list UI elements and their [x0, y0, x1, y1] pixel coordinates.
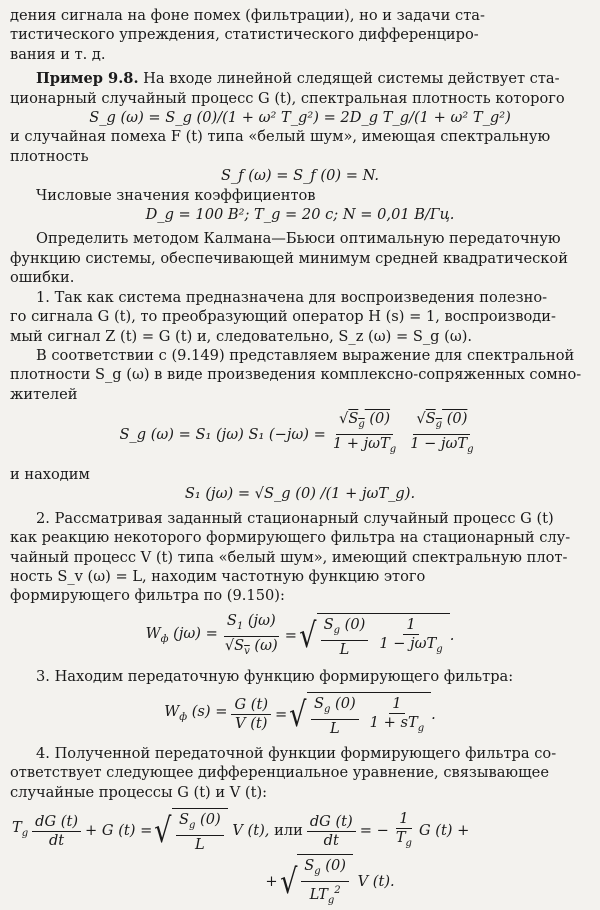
text-line: го сигнала G (t), то преобразующий оператор H (s) = 1, воспроизводи-	[10, 308, 556, 326]
text-line: как реакцию некоторого формирующего фильтра на стационарный слу-	[10, 529, 571, 547]
text-line: ность S_v (ω) = L, находим частотную функцию этого	[10, 567, 426, 585]
example-intro	[10, 69, 590, 88]
equation-factorization	[10, 410, 590, 459]
text-line: плотность	[10, 147, 89, 165]
text-line: и случайная помеха F (t) типа «белый шум», имеющая спектральную	[10, 128, 551, 146]
text-line: Определить методом Калмана—Бьюси оптимальную передаточную	[36, 230, 561, 248]
fraction: $\frac{√S_g (0)}{1 + j\omega T_g}$	[332, 410, 397, 455]
fraction: $\frac{√S_g (0)}{1 - j\omega T_g}$	[410, 410, 474, 455]
text-line: В соответствии с (9.149) представляем выражение для спектральной	[36, 346, 575, 364]
text-line: чайный процесс V (t) типа «белый шум», имеющий спектральную плот-	[10, 548, 568, 566]
or-word: или	[274, 822, 303, 840]
equation-differential-cont: + √ $\frac{S_g (0)}{LT_g^2}$ V (t).	[70, 854, 590, 910]
text-line: случайные процессы G (t) и V (t):	[10, 783, 268, 801]
text-line: дения сигнала на фоне помех (фильтрации), но и задачи ста-	[10, 7, 485, 24]
text-line: ошибки.	[10, 269, 75, 287]
text-line: 2. Рассматривая заданный стационарный случайный процесс G (t)	[36, 509, 554, 527]
equation-spectral-density: S_g (ω) = S_g (0)/(1 + ω² T_g²) = 2D_g T_g/(1 + ω² T_g²)	[89, 109, 511, 127]
equation-frequency-function: $W_ф$ (jω) = $\frac{S_1 (j\omega)}{√S_v (\omega)}$ = √ $\frac{S_g (0)}{L}$ $\frac{1}{1 - j\omega T_g}$ .	[145, 611, 455, 659]
text-line: тистического упреждения, статистического дифференциро-	[10, 26, 479, 44]
text-line: формирующего фильтра по (9.150):	[10, 587, 285, 605]
equation-lhs: S_g (ω) = S₁ (jω) S₁ (−jω) =	[119, 425, 326, 443]
equation-values: D_g = 100 В²; T_g = 20 с; N = 0,01 В/Гц.	[145, 206, 455, 224]
equation-noise-density: S_f (ω) = S_f (0) = N.	[220, 167, 380, 185]
equation-s1: S₁ (jω) = √S_g (0) /(1 + jωT_g).	[184, 485, 416, 503]
text-line: ответствует следующее дифференциальное уравнение, связывающее	[10, 764, 549, 782]
text-line: мый сигнал Z (t) = G (t) и, следовательно, S_z (ω) = S_g (ω).	[10, 327, 473, 345]
text-line: ционарный случайный процесс G (t), спектральная плотность которого	[10, 89, 565, 107]
text-line: плотности S_g (ω) в виде произведения комплексно-сопряженных сомно-	[10, 366, 582, 384]
text-line: Числовые значения коэффициентов	[36, 186, 316, 204]
example-label: Пример 9.8.	[36, 70, 139, 88]
text-line: вания и т. д.	[10, 45, 106, 63]
text-line: жителей	[10, 385, 78, 403]
equation-transfer-function: $W_ф$ (s) = $\frac{G (t)}{V (t)}$ = √ $\frac{S_g (0)}{L}$ $\frac{1}{1 + sT_g}$ .	[10, 692, 590, 738]
text-line: и находим	[10, 465, 90, 483]
text-line: На входе линейной следящей системы действует ста-	[138, 70, 560, 88]
text-line: 4. Полученной передаточной функции формирующего фильтра со-	[36, 744, 557, 762]
equation-differential: $T_g$ $\frac{dG (t)}{dt}$ + G (t) = √ $\frac{S_g (0)}{L}$ V (t), или $\frac{dG (t)}{dt}$ = − $\frac{1}{T_g}$ G (t) +	[12, 809, 470, 854]
text-line: 3. Находим передаточную функцию формирующего фильтра:	[36, 667, 514, 685]
text-line: 1. Так как система предназначена для воспроизведения полезно-	[36, 288, 548, 306]
text-line: функцию системы, обеспечивающей минимум средней квадратической	[10, 249, 568, 267]
